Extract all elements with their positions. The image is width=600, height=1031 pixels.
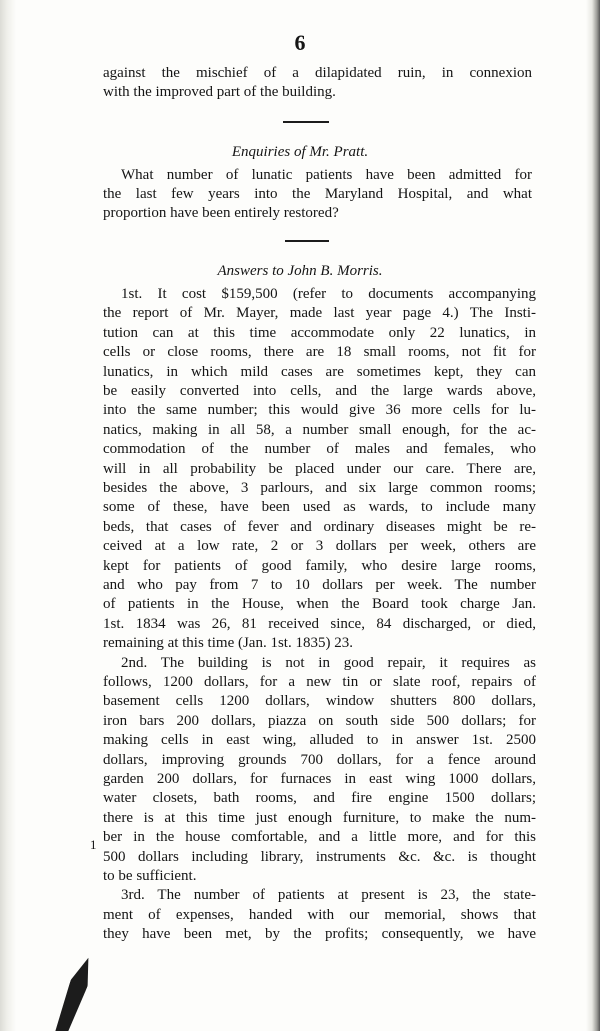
answer-line: water closets, bath rooms, and fire engine 1500 dollars;: [103, 790, 536, 807]
answer-line: 3rd. The number of patients at present is 23, the state-: [121, 887, 536, 904]
answer-line: making cells in east wing, alluded to in answer 1st. 2500: [103, 732, 536, 749]
answer-line: cells or close rooms, there are 18 small rooms, not fit for: [103, 344, 536, 361]
answer-line: be easily converted into cells, and the large wards above,: [103, 383, 536, 399]
answer-line: tution can at this time accommodate only 22 lunatics, in: [103, 324, 536, 341]
enquiry-line: proportion have been entirely restored?: [103, 205, 339, 221]
section-divider-2: [285, 240, 329, 242]
quill-shadow-icon: [49, 955, 97, 1031]
answer-line: besides the above, 3 parlours, and six large common rooms;: [103, 480, 536, 496]
answer-line: 500 dollars including library, instruments &c. &c. is thought: [103, 848, 536, 865]
margin-mark: 1: [90, 837, 97, 852]
answer-line: lunatics, in which mild cases are sometimes kept, they can: [103, 363, 536, 380]
section-divider-1: [283, 121, 329, 123]
answer-line: beds, that cases of fever and ordinary diseases might be re-: [103, 518, 536, 535]
answer-line: basement cells 1200 dollars, window shutters 800 dollars,: [103, 693, 536, 710]
answer-line: ceived at a low rate, 2 or 3 dollars per week, others are: [103, 538, 536, 555]
answer-line: some of these, have been used as wards, to include many: [103, 499, 536, 516]
answer-line: 1st. 1834 was 26, 81 received since, 84 discharged, or died,: [103, 615, 536, 632]
answer-line: natics, making in all 58, a number small enough, for the ac-: [103, 421, 536, 438]
enquiry-line: the last few years into the Maryland Hospital, and what: [103, 186, 532, 202]
answer-line: of patients in the House, when the Board took charge Jan.: [103, 596, 536, 613]
answer-line: into the same number; this would give 36 more cells for lu-: [103, 402, 536, 419]
answer-line: dollars, improving grounds 700 dollars, for a fence around: [103, 751, 536, 768]
answer-line: 1st. It cost $159,500 (refer to documents accompanying: [121, 286, 536, 302]
heading-answers: Answers to John B. Morris.: [217, 263, 383, 279]
answer-line: garden 200 dollars, for furnaces in east wing 1000 dollars,: [103, 771, 536, 787]
intro-line: with the improved part of the building.: [103, 84, 336, 100]
answer-line: remaining at this time (Jan. 1st. 1835) 23.: [103, 635, 353, 652]
heading-enquiries: Enquiries of Mr. Pratt.: [231, 144, 369, 160]
answer-line: iron bars 200 dollars, piazza on south side 500 dollars; for: [103, 712, 536, 729]
answer-line: kept for patients of good family, who desire large rooms,: [103, 557, 536, 574]
answer-line: will in all probability be placed under our care. There are,: [103, 460, 536, 477]
answer-line: the report of Mr. Mayer, made last year page 4.) The Insti-: [103, 305, 536, 322]
answer-line: ber in the house comfortable, and a little more, and for this: [103, 829, 536, 846]
answer-line: and who pay from 7 to 10 dollars per week. The number: [103, 577, 536, 593]
answer-line: 2nd. The building is not in good repair, it requires as: [121, 654, 536, 671]
page-number: 6: [294, 30, 306, 55]
answer-line: to be sufficient.: [103, 868, 197, 884]
answer-line: follows, 1200 dollars, for a new tin or slate roof, repairs of: [103, 674, 536, 690]
answer-line: they have been met, by the profits; consequently, we have: [103, 926, 536, 943]
intro-line: against the mischief of a dilapidated ruin, in connexion: [103, 65, 532, 81]
enquiry-line: What number of lunatic patients have been admitted for: [121, 167, 532, 183]
answer-line: ment of expenses, handed with our memorial, shows that: [103, 906, 536, 923]
answer-line: commodation of the number of males and females, who: [103, 441, 536, 458]
answer-line: there is at this time just enough furniture, to make the num-: [103, 809, 536, 826]
